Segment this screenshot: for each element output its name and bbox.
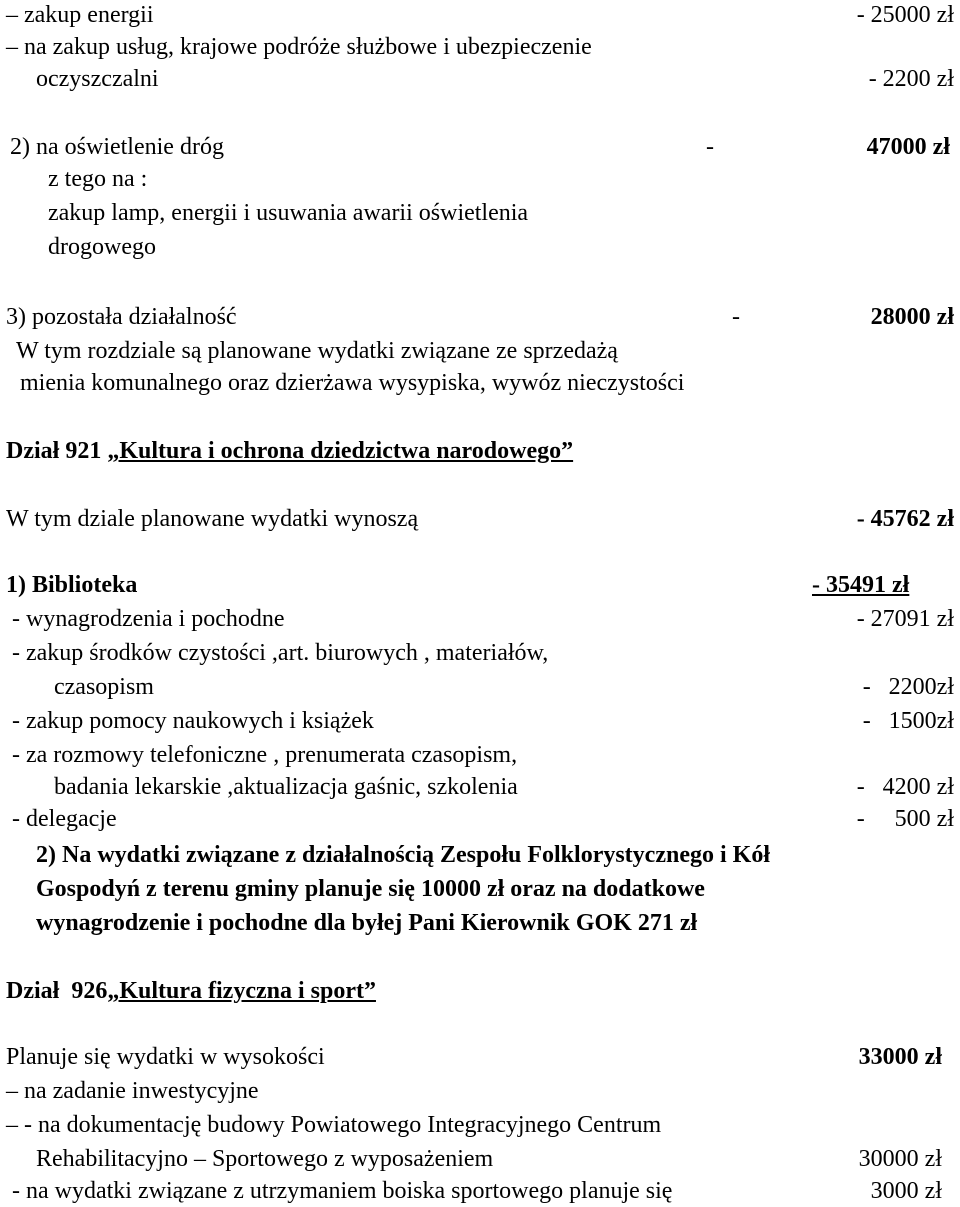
- amount-czasopism: - 2200zł: [862, 674, 954, 700]
- amount-pozostala: 28000 zł: [870, 304, 954, 330]
- heading-dzial-926-title: „Kultura fizyczna i sport”: [107, 978, 376, 1004]
- line-dokumentacja: – - na dokumentację budowy Powiatowego Integracyjnego Centrum: [6, 1112, 662, 1138]
- amount-boisko: 3000 zł: [870, 1178, 942, 1204]
- amount-oczyszczalni: - 2200 zł: [868, 66, 954, 92]
- line-wynagrodzenie-gok: wynagrodzenie i pochodne dla byłej Pani Kierownik GOK 271 zł: [36, 910, 698, 936]
- line-oczyszczalni: oczyszczalni: [36, 66, 159, 92]
- line-uslugi: – na zakup usług, krajowe podróże służbowe i ubezpieczenie: [6, 34, 592, 60]
- amount-pomoce-naukowe: - 1500zł: [862, 708, 954, 734]
- heading-dzial-921: [6, 436, 573, 466]
- line-rozmowy-telefoniczne: - za rozmowy telefoniczne , prenumerata czasopism,: [12, 742, 518, 768]
- line-pozostala-dzialalnosc: 3) pozostała działalność: [6, 304, 237, 330]
- line-zakup-srodkow: - zakup środków czystości ,art. biurowych , materiałów,: [12, 640, 549, 666]
- line-oswietlenie-drog: 2) na oświetlenie dróg: [10, 134, 224, 160]
- line-rehabilitacyjno: Rehabilitacyjno – Sportowego z wyposażeniem: [36, 1146, 494, 1172]
- heading-dzial-926: [6, 976, 376, 1006]
- line-w-tym-dziale: W tym dziale planowane wydatki wynoszą: [6, 506, 419, 532]
- line-czasopism: czasopism: [54, 674, 154, 700]
- dash-oswietlenie: -: [706, 134, 714, 160]
- line-pomoce-naukowe: - zakup pomocy naukowych i książek: [12, 708, 374, 734]
- heading-dzial-921-prefix: Dział 921: [6, 438, 108, 464]
- dash-biblioteka: -: [812, 572, 820, 598]
- line-z-tego-na: z tego na :: [48, 166, 148, 192]
- amount-biblioteka-value: 35491 zł: [820, 572, 910, 598]
- amount-wynagrodzenia: - 27091 zł: [856, 606, 954, 632]
- amount-planuje-sie: 33000 zł: [858, 1044, 942, 1070]
- line-gospodyn: Gospodyń z terenu gminy planuje się 10000 zł oraz na dodatkowe: [36, 876, 705, 902]
- line-zespol-folklorystyczny: 2) Na wydatki związane z działalnością Zespołu Folklorystycznego i Kół: [36, 842, 770, 868]
- line-w-tym-rozdziale: W tym rozdziale są planowane wydatki związane ze sprzedażą: [16, 338, 618, 364]
- line-planuje-sie: Planuje się wydatki w wysokości: [6, 1044, 325, 1070]
- line-zadanie-inwestycyjne: – na zadanie inwestycyjne: [6, 1078, 259, 1104]
- amount-w-tym-dziale: - 45762 zł: [856, 506, 954, 532]
- line-biblioteka: 1) Biblioteka: [6, 572, 138, 598]
- line-zakup-lamp: zakup lamp, energii i usuwania awarii oświetlenia: [48, 200, 529, 226]
- line-boisko: - na wydatki związane z utrzymaniem boiska sportowego planuje się: [6, 1178, 673, 1204]
- amount-biblioteka: [812, 570, 954, 600]
- dash-pozostala: -: [732, 304, 740, 330]
- heading-dzial-926-prefix: Dział 926: [6, 978, 108, 1004]
- line-mienia-komunalnego: mienia komunalnego oraz dzierżawa wysypiska, wywóz nieczystości: [20, 370, 685, 396]
- amount-delegacje: - 500 zł: [856, 806, 954, 832]
- amount-rehabilitacyjno: 30000 zł: [858, 1146, 942, 1172]
- line-wynagrodzenia: - wynagrodzenia i pochodne: [12, 606, 285, 632]
- line-drogowego: drogowego: [48, 234, 156, 260]
- amount-oswietlenie: 47000 zł: [866, 134, 950, 160]
- heading-dzial-921-title: „Kultura i ochrona dziedzictwa narodowego”: [107, 438, 574, 464]
- amount-badania-lekarskie: - 4200 zł: [856, 774, 954, 800]
- line-zakup-energii: – zakup energii: [6, 2, 154, 28]
- line-badania-lekarskie: badania lekarskie ,aktualizacja gaśnic, szkolenia: [54, 774, 518, 800]
- amount-zakup-energii: - 25000 zł: [856, 2, 954, 28]
- line-delegacje: - delegacje: [12, 806, 117, 832]
